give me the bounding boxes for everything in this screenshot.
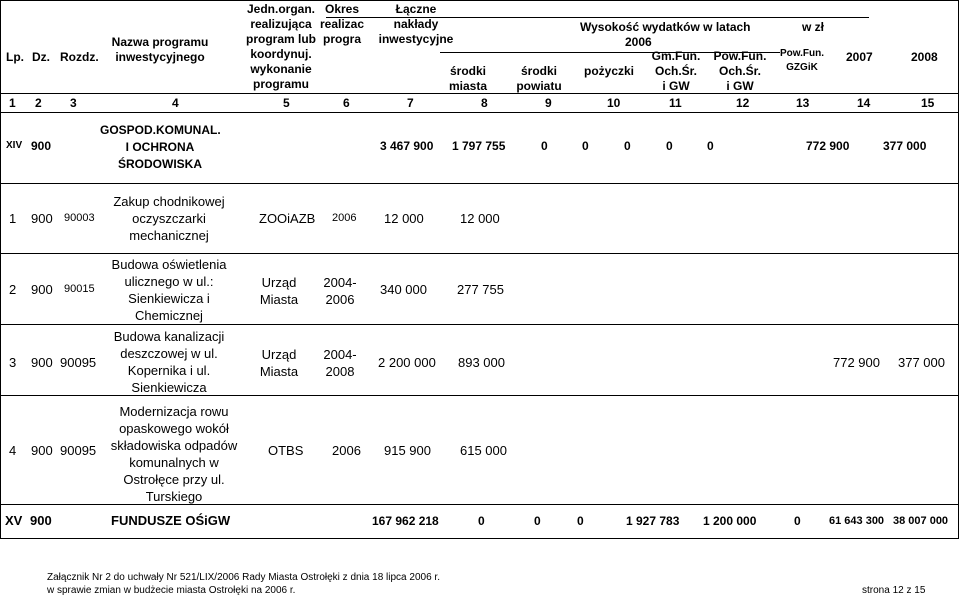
colnum: 3 [70,96,77,110]
row-2007: 772 900 [833,355,880,370]
row-name: Modernizacja rowu opaskowego wokół składowiska odpadów komunalnych w Ostrołęce przy ul. Turskiego [110,404,238,504]
section-2007: 772 900 [806,139,850,153]
row-jedn: Urząd Miasta [259,347,299,379]
colnum: 1 [9,96,16,110]
colnum: 7 [407,96,414,110]
row-laczne: 915 900 [384,443,431,458]
colnum: 6 [343,96,350,110]
row-dz: 900 [31,282,53,297]
row-miasta: 277 755 [457,282,504,297]
colnum: 13 [796,96,810,110]
section-pozyczki: 0 [577,514,584,528]
row-okres: 2006 [332,443,361,458]
row-jedn: Urząd Miasta [259,275,299,307]
header-year-2006: 2006 [625,35,652,49]
header-rozdz: Rozdz. [60,50,99,64]
section-dz: 900 [30,513,52,528]
header-2007: 2007 [846,50,873,64]
section-2008: 38 007 000 [893,515,949,527]
row-laczne: 2 200 000 [378,355,436,370]
section-miasta: 1 797 755 [452,139,506,153]
row-rozdz: 90015 [64,283,95,295]
row-okres: 2006 [332,212,357,224]
header-jedn: Jedn.organ. realizująca program lub koordynuj. wykonanie programu [245,2,316,91]
header-laczne: Łączne nakłady inwestycyjne [378,2,454,46]
row-rozdz: 90003 [64,212,95,224]
row-name: Budowa oświetlenia ulicznego w ul.: Sienkiewicza i Chemicznej [111,257,227,323]
header-srodki-miasta: środki miasta [448,64,488,93]
colnum: 11 [669,96,682,110]
header-srodki-powiatu: środki powiatu [516,64,562,93]
section-name: FUNDUSZE OŚiGW [111,513,231,528]
section-powfun: 0 [666,139,673,153]
section-2007: 61 643 300 [829,515,885,527]
row-lp: 1 [9,211,17,226]
section-powfun: 1 200 000 [703,514,757,528]
header-wzl: w zł [802,20,825,34]
row-laczne: 340 000 [380,282,427,297]
header-dz: Dz. [32,50,50,64]
section-laczne: 167 962 218 [372,514,439,528]
colnum: 4 [172,96,179,110]
header-okres: Okres realizac progra [320,2,365,46]
colnum: 8 [481,96,488,110]
row-lp: 4 [9,443,17,458]
row-lp: 2 [9,282,17,297]
row-name: Budowa kanalizacji deszczowej w ul. Kopernika i ul. Sienkiewicza [113,329,225,395]
colnum: 9 [545,96,552,110]
header-nazwa: Nazwa programu inwestycyjnego [111,35,209,64]
row-name: Zakup chodnikowej oczyszczarki mechanicznej [113,194,225,243]
section-gzgik: 0 [707,139,714,153]
header-pozyczki: pożyczki [584,64,635,78]
row-dz: 900 [31,211,53,226]
row-jedn: OTBS [268,443,304,458]
header-gmfun: Gm.Fun. Och.Śr. i GW [651,49,701,93]
header-wysokosc: Wysokość wydatków w latach [580,20,751,34]
section-powiatu: 0 [541,139,548,153]
header-powfun-gzgik: Pow.Fun. GZGiK [779,48,825,73]
row-miasta: 615 000 [460,443,507,458]
row-dz: 900 [31,355,53,370]
colnum: 2 [35,96,42,110]
colnum: 15 [921,96,935,110]
row-jedn: ZOOiAZB [259,211,316,226]
row-miasta: 893 000 [458,355,505,370]
header-lp: Lp. [6,50,24,64]
section-dz: 900 [31,139,52,153]
row-laczne: 12 000 [384,211,424,226]
section-2008: 377 000 [883,139,927,153]
row-okres: 2004- 2008 [323,347,357,379]
section-gmfun: 1 927 783 [626,514,680,528]
colnum: 5 [283,96,290,110]
row-okres: 2004- 2006 [323,275,357,307]
footer-line-1: Załącznik Nr 2 do uchwały Nr 521/LIX/2006 Rady Miasta Ostrołęki z dnia 18 lipca 2006 r. [47,572,440,583]
header-2008: 2008 [911,50,938,64]
section-lp: XV [5,513,23,528]
section-gzgik: 0 [794,514,801,528]
section-miasta: 0 [478,514,485,528]
row-miasta: 12 000 [460,211,500,226]
footer-page-number: strona 12 z 15 [862,585,926,596]
row-2008: 377 000 [898,355,945,370]
section-powiatu: 0 [534,514,541,528]
section-lp: XIV [6,140,23,151]
section-gmfun: 0 [624,139,631,153]
colnum: 14 [857,96,871,110]
section-laczne: 3 467 900 [380,139,434,153]
header-powfun: Pow.Fun. Och.Śr. i GW [713,49,767,93]
row-rozdz: 90095 [60,443,97,458]
section-name: GOSPOD.KOMUNAL. I OCHRONA ŚRODOWISKA [100,123,221,171]
section-pozyczki: 0 [582,139,589,153]
colnum: 10 [607,96,621,110]
colnum: 12 [736,96,750,110]
row-lp: 3 [9,355,17,370]
footer-line-2: w sprawie zmian w budżecie miasta Ostrołęki na 2006 r. [47,585,296,596]
row-dz: 900 [31,443,53,458]
row-rozdz: 90095 [60,355,97,370]
